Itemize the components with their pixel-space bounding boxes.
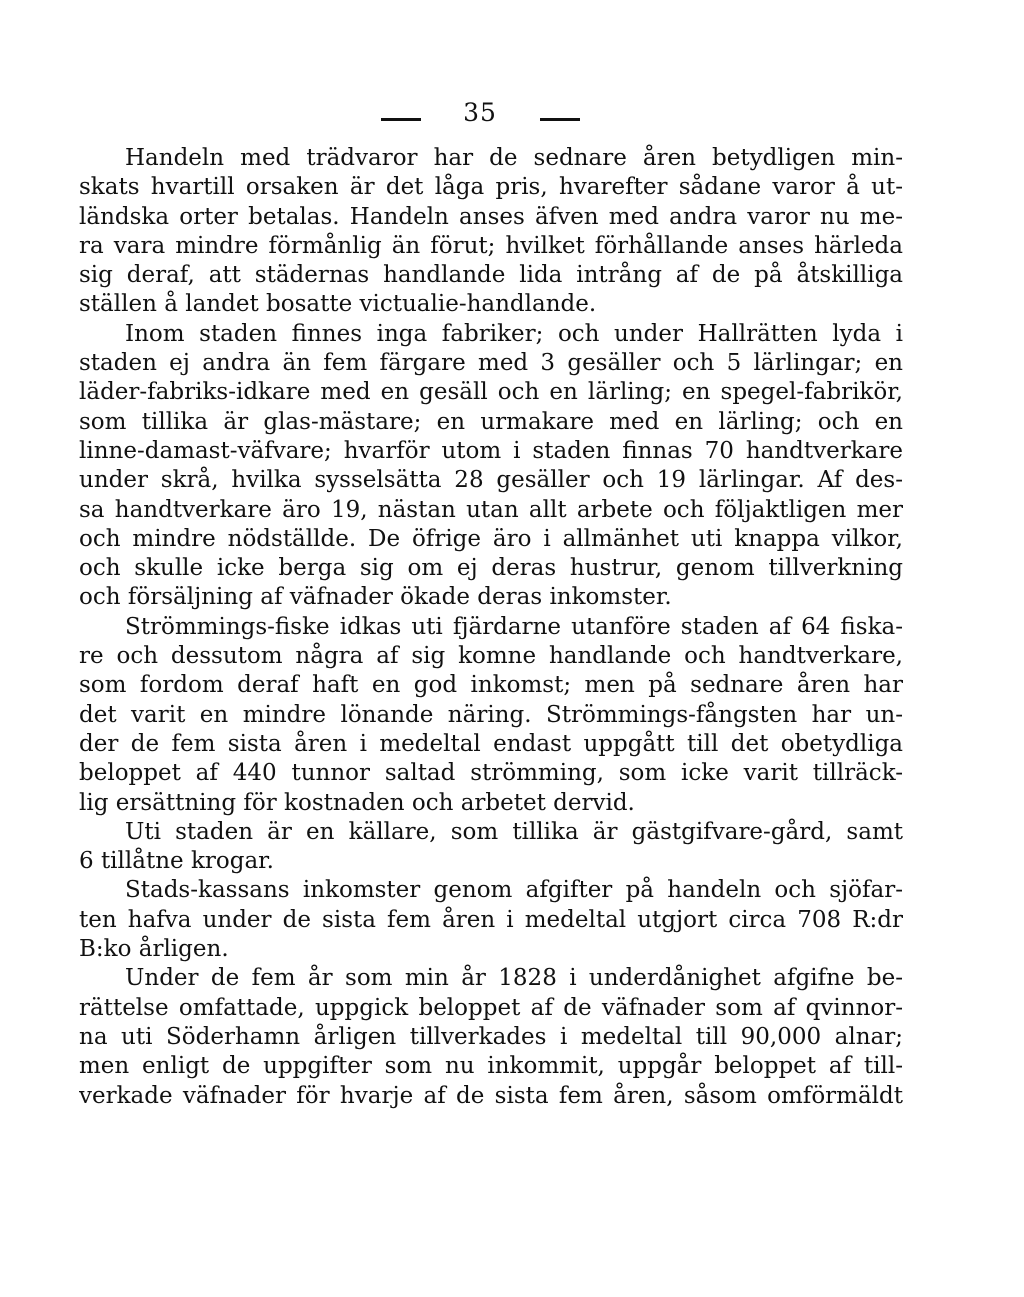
text-line: na uti Söderhamn årligen tillverkades i medeltal till 90,000 alnar;	[79, 1023, 903, 1050]
text-line: rättelse omfattade, uppgick beloppet af de väfnader som af qvinnor-	[79, 994, 903, 1021]
header-dash-right	[540, 118, 580, 121]
text-line: staden ej andra än fem färgare med 3 gesäller och 5 lärlingar; en	[79, 350, 903, 377]
text-line: re och dessutom några af sig komne handlande och handtverkare,	[79, 643, 903, 670]
text-line: och försäljning af väfnader ökade deras inkomster.	[79, 584, 672, 611]
paragraph-weaving	[79, 964, 903, 1110]
paragraph-taverns	[79, 818, 903, 877]
text-line: det varit en mindre lönande näring. Strömmings-fångsten har un-	[79, 701, 903, 728]
text-line: Strömmings-fiske idkas uti fjärdarne utanföre staden af 64 fiska-	[125, 613, 903, 640]
paragraph-trade	[79, 144, 903, 320]
text-line: och mindre nödställde. De öfrige äro i allmänhet uti knappa vilkor,	[79, 525, 903, 552]
text-line: under skrå, hvilka sysselsätta 28 gesäller och 19 lärlingar. Af des-	[79, 467, 903, 494]
text-line: som tillika är glas-mästare; en urmakare med en lärling; och en	[79, 408, 903, 435]
text-line: linne-damast-väfvare; hvarför utom i staden finnas 70 handtverkare	[79, 437, 903, 464]
page-body	[79, 144, 903, 1111]
page-header	[0, 96, 1024, 136]
text-line: som fordom deraf haft en god inkomst; men på sednare åren har	[79, 672, 903, 699]
text-line: sig deraf, att städernas handlande lida intrång af de på åtskilliga	[79, 262, 903, 289]
text-line: der de fem sista åren i medeltal endast uppgått till det obetydliga	[79, 730, 903, 757]
text-line: 6 tillåtne krogar.	[79, 848, 274, 875]
text-line: sa handtverkare äro 19, nästan utan allt arbete och följaktligen mer	[79, 496, 903, 523]
text-line: Under de fem år som min år 1828 i underdånighet afgifne be-	[125, 965, 903, 992]
text-line: beloppet af 440 tunnor saltad strömming, som icke varit tillräck-	[79, 760, 903, 787]
text-line: Inom staden finnes inga fabriker; och under Hallrätten lyda i	[125, 320, 903, 347]
text-line: lig ersättning för kostnaden och arbetet dervid.	[79, 789, 635, 816]
paragraph-crafts	[79, 320, 903, 613]
text-line: ställen å landet bosatte victualie-handlande.	[79, 291, 597, 318]
text-line: Stads-kassans inkomster genom afgifter på handeln och sjöfar-	[125, 877, 903, 904]
text-line: Uti staden är en källare, som tillika är gästgifvare-gård, samt	[125, 818, 903, 845]
page-number: 35	[463, 98, 497, 127]
paragraph-fishing	[79, 613, 903, 818]
header-dash-left	[381, 118, 421, 121]
text-line: men enligt de uppgifter som nu inkommit, uppgår beloppet af till-	[79, 1053, 903, 1080]
text-line: B:ko årligen.	[79, 936, 229, 963]
text-line: och skulle icke berga sig om ej deras hustrur, genom tillverkning	[79, 555, 903, 582]
text-line: läder-fabriks-idkare med en gesäll och en lärling; en spegel-fabrikör,	[79, 379, 903, 406]
paragraph-treasury	[79, 876, 903, 964]
text-line: Handeln med trädvaror har de sednare åren betydligen min-	[125, 145, 903, 171]
text-line: verkade väfnader för hvarje af de sista fem åren, såsom omförmäldt	[79, 1082, 903, 1109]
text-line: ra vara mindre förmånlig än förut; hvilket förhållande anses härleda	[79, 232, 903, 259]
text-line: skats hvartill orsaken är det låga pris, hvarefter sådane varor å ut-	[79, 174, 903, 201]
text-line: ten hafva under de sista fem åren i medeltal utgjort circa 708 R:dr	[79, 906, 903, 933]
text-line: ländska orter betalas. Handeln anses äfven med andra varor nu me-	[79, 203, 903, 230]
